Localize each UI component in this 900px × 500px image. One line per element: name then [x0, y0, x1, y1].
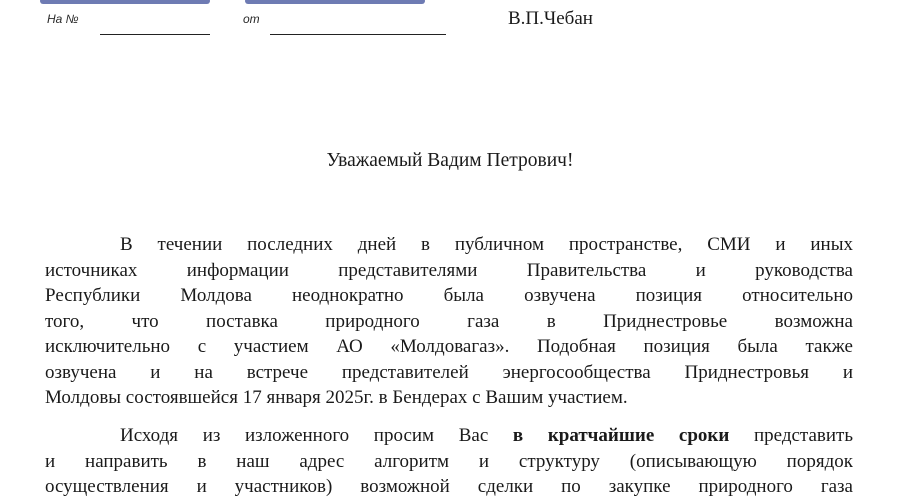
- paragraph-1-line: озвучена и на встрече представителей энергосообщества Приднестровья и: [45, 361, 853, 383]
- paragraph-1-line: Республики Молдова неоднократно была озвучена позиция относительно: [45, 285, 853, 306]
- addressee-name: В.П.Чебан: [508, 8, 593, 29]
- paragraph-2-text: представить: [729, 425, 854, 446]
- paragraph-2-line: [45, 423, 853, 449]
- handwritten-number-ink: [40, 0, 210, 4]
- paragraph-1-line: того, что поставка природного газа в Приднестровье возможна: [45, 310, 853, 332]
- paragraph-2-line: и направить в наш адрес алгоритм и структуру (описывающую порядок: [45, 450, 853, 472]
- paragraph-1-line: источниках информации представителями Правительства и руководства: [45, 259, 853, 281]
- paragraph-2-emphasis: в кратчайшие сроки: [512, 425, 730, 446]
- paragraph-2-text: Исходя из изложенного просим Вас: [120, 425, 513, 446]
- paragraph-1: [45, 232, 853, 411]
- ref-number-line: [100, 34, 210, 35]
- ref-date-line: [270, 34, 446, 35]
- ref-number-label: На №: [47, 12, 79, 26]
- ref-date-label: от: [243, 12, 260, 26]
- handwritten-date-ink: [245, 0, 425, 4]
- paragraph-2-line: осуществления и участников) возможной сделки по закупке природного газа: [45, 476, 853, 497]
- paragraph-1-line: Молдовы состоявшейся 17 января 2025г. в Бендерах с Вашим участием.: [45, 387, 628, 408]
- paragraph-1-line: В течении последних дней в публичном пространстве, СМИ и иных: [120, 234, 853, 255]
- salutation: Уважаемый Вадим Петрович!: [326, 150, 574, 171]
- paragraph-2: [45, 423, 853, 500]
- paragraph-1-line: исключительно с участием АО «Молдовагаз». Подобная позиция была также: [45, 336, 853, 357]
